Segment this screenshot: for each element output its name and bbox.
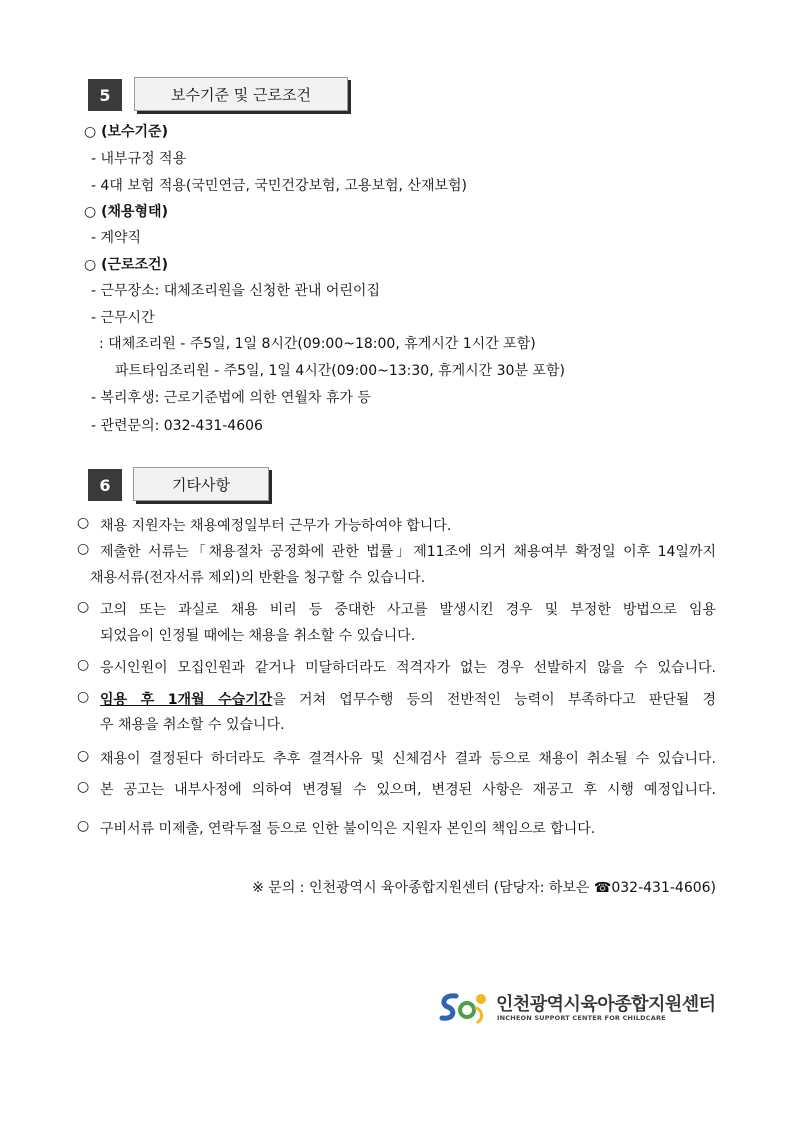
probation-emphasis: 임용 후 1개월 수습기간 [100,692,273,708]
bullet-icon: ○ [77,779,90,795]
bullet-icon: ○ [77,689,90,705]
bullet-icon: ○ [77,515,90,531]
notice-item: 채용 지원자는 채용예정일부터 근무가 가능하여야 합니다. [100,518,452,534]
notice-item: 임용 후 1개월 수습기간을 거쳐 업무수행 등의 전반적인 능력이 부족하다고 판단될 경 [100,692,716,708]
section-6-number: 6 [88,469,122,501]
work-conditions-item: - 관련문의: 032-431-4606 [91,418,263,434]
bullet-icon: ○ [77,818,90,834]
bullet-icon: ○ [77,541,90,557]
notice-item-continued: 되었음이 인정될 때에는 채용을 취소할 수 있습니다. [100,628,416,644]
bullet-icon: ○ [77,599,90,615]
pay-standard-heading: ○ (보수기준) [84,124,168,140]
employment-type-item: - 계약직 [91,230,142,246]
work-conditions-heading: ○ (근로조건) [84,257,168,273]
work-hours-detail: 파트타임조리원 - 주5일, 1일 4시간(09:00~13:30, 휴게시간 30분 포함) [115,363,565,379]
center-logo-name: 인천광역시육아종합지원센터 [496,994,716,1015]
notice-item: 제출한 서류는「채용절차 공정화에 관한 법률」제11조에 의거 채용여부 확정일 이후 14일까지 [100,544,716,560]
notice-item: 고의 또는 과실로 채용 비리 등 중대한 사고를 발생시킨 경우 및 부정한 방법으로 임용 [100,602,716,618]
notice-item-continued: 채용서류(전자서류 제외)의 반환을 청구할 수 있습니다. [90,570,426,586]
pay-standard-item: - 내부규정 적용 [91,151,187,167]
pay-standard-item: - 4대 보험 적용(국민연금, 국민건강보험, 고용보험, 산재보험) [91,178,467,194]
center-logo-english: INCHEON SUPPORT CENTER FOR CHILDCARE [497,1014,666,1022]
work-conditions-item: - 근무시간 [91,310,155,326]
bullet-icon: ○ [77,748,90,764]
notice-item-continued: 우 채용을 취소할 수 있습니다. [100,717,285,733]
notice-item: 본 공고는 내부사정에 의하여 변경될 수 있으며, 변경된 사항은 재공고 후 시행 예정입니다. [100,782,716,798]
employment-type-heading: ○ (채용형태) [84,204,168,220]
phone-icon: ☎ [593,880,612,896]
center-logo [436,988,716,1028]
work-conditions-item: - 근무장소: 대체조리원을 신청한 관내 어린이집 [91,283,380,299]
section-6-title: 기타사항 [133,467,269,501]
notice-item: 채용이 결정된다 하더라도 추후 결격사유 및 신체검사 결과 등으로 채용이 취소될 수 있습니다. [100,751,716,767]
work-conditions-item: - 복리후생: 근로기준법에 의한 연월차 휴가 등 [91,390,371,406]
notice-item: 구비서류 미제출, 연락두절 등으로 인한 불이익은 지원자 본인의 책임으로 합니다. [100,821,596,837]
section-5-number: 5 [88,79,122,111]
bullet-icon: ○ [77,657,90,673]
notice-item: 응시인원이 모집인원과 같거나 미달하더라도 적격자가 없는 경우 선발하지 않을 수 있습니다. [100,660,716,676]
work-hours-detail: : 대체조리원 - 주5일, 1일 8시간(09:00~18:00, 휴게시간 1시간 포함) [99,336,536,352]
section-5-title: 보수기준 및 근로조건 [134,77,348,111]
contact-info: ※ 문의 : 인천광역시 육아종합지원센터 (담당자: 하보은 ☎032-431-4606) [252,880,716,896]
center-logo-icon [436,988,494,1028]
